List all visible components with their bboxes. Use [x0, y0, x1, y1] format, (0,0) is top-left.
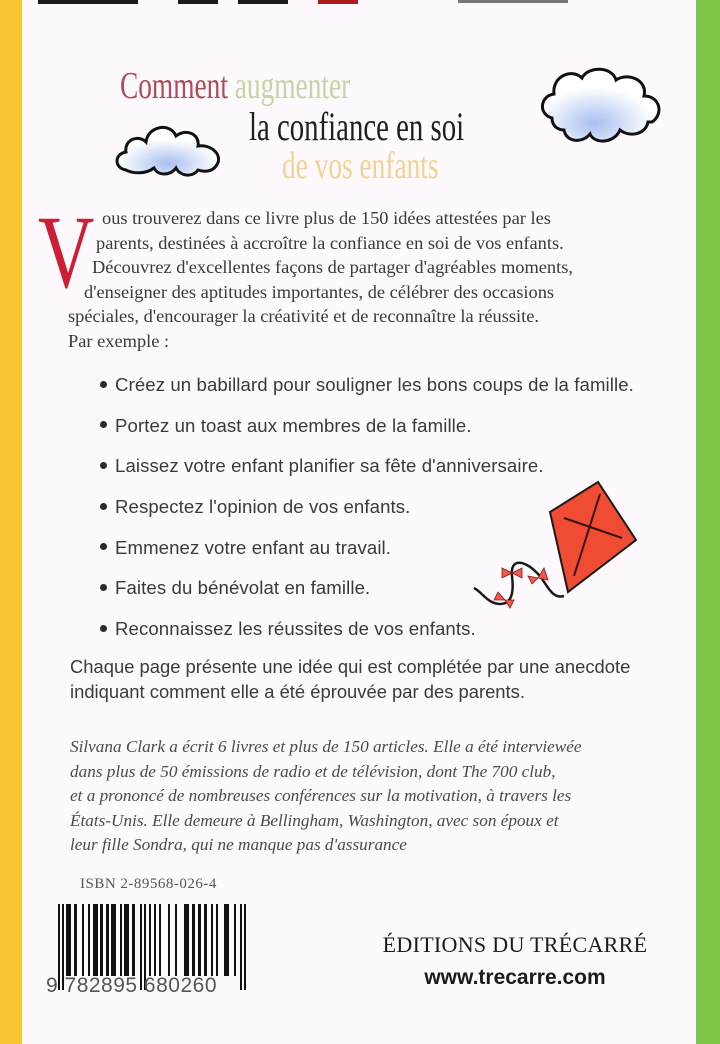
yellow-spine-strip [0, 0, 22, 1044]
dropcap-letter: V [38, 195, 95, 310]
green-edge-strip [696, 0, 720, 1044]
author-bio [70, 735, 582, 858]
bio-line: dans plus de 50 émissions de radio et de télévision, dont The 700 club, [70, 761, 556, 781]
list-item-text: Portez un toast aux membres de la famille. [115, 414, 472, 436]
bullet-icon [100, 503, 107, 510]
list-item [100, 413, 634, 454]
cloud-icon [112, 116, 228, 178]
title-line-1 [120, 66, 350, 106]
bullet-icon [100, 381, 107, 388]
list-item [100, 372, 634, 413]
title-line-2: la confiance en soi [249, 104, 465, 149]
list-item-text: Laissez votre enfant planifier sa fête d'anniversaire. [115, 455, 544, 477]
title-line-3: de vos enfants [282, 145, 439, 187]
closing-line: Chaque page présente une idée qui est complétée par une anecdote [70, 656, 631, 677]
intro-line: d'enseigner des aptitudes importantes, de célébrer des occasions [84, 281, 555, 302]
top-edge-artifact [38, 0, 678, 6]
closing-line: indiquant comment elle a été éprouvée par des parents. [70, 681, 525, 702]
intro-line: Découvrez d'excellentes façons de partager d'agréables moments, [92, 257, 573, 278]
title-word-comment: Comment [120, 65, 228, 107]
bullet-icon [100, 584, 107, 591]
bullet-icon [100, 421, 107, 428]
closing-paragraph [70, 654, 630, 704]
intro-line: Par exemple : [68, 330, 170, 351]
list-item-text: Créez un babillard pour souligner les bons coups de la famille. [115, 374, 634, 395]
isbn-label: ISBN 2-89568-026-4 [80, 876, 217, 892]
publisher-url[interactable]: www.trecarre.com [424, 966, 606, 989]
bullet-icon [100, 625, 107, 632]
intro-line: parents, destinées à accroître la confiance en soi de vos enfants. [96, 232, 564, 253]
bio-line: Silvana Clark a écrit 6 livres et plus de 150 articles. Elle a été interviewée [70, 737, 582, 756]
list-item-text: Faites du bénévolat en famille. [115, 577, 371, 599]
intro-line: spéciales, d'encourager la créativité et de reconnaître la réussite. [68, 306, 540, 327]
publisher-name: ÉDITIONS DU TRÉCARRÉ [382, 932, 648, 957]
bio-line: États-Unis. Elle demeure à Bellingham, Washington, avec son époux et [70, 810, 559, 830]
bio-line: et a prononcé de nombreuses conférences sur la motivation, à travers les [70, 786, 572, 805]
title-word-augmenter: augmenter [234, 65, 351, 107]
kite-icon [460, 480, 660, 630]
barcode-digits: 9 782895 680260 [46, 974, 217, 997]
bullet-icon [100, 543, 107, 550]
cloud-icon [536, 64, 666, 148]
intro-paragraph [68, 206, 708, 354]
intro-line: ous trouverez dans ce livre plus de 150 idées attestées par les [102, 208, 551, 228]
bullet-icon [100, 462, 107, 469]
list-item-text: Emmenez votre enfant au travail. [115, 536, 392, 558]
list-item-text: Respectez l'opinion de vos enfants. [115, 496, 411, 518]
list-item-text: Reconnaissez les réussites de vos enfants. [115, 618, 476, 640]
bio-line: leur fille Sondra, qui ne manque pas d'assurance [70, 835, 407, 854]
